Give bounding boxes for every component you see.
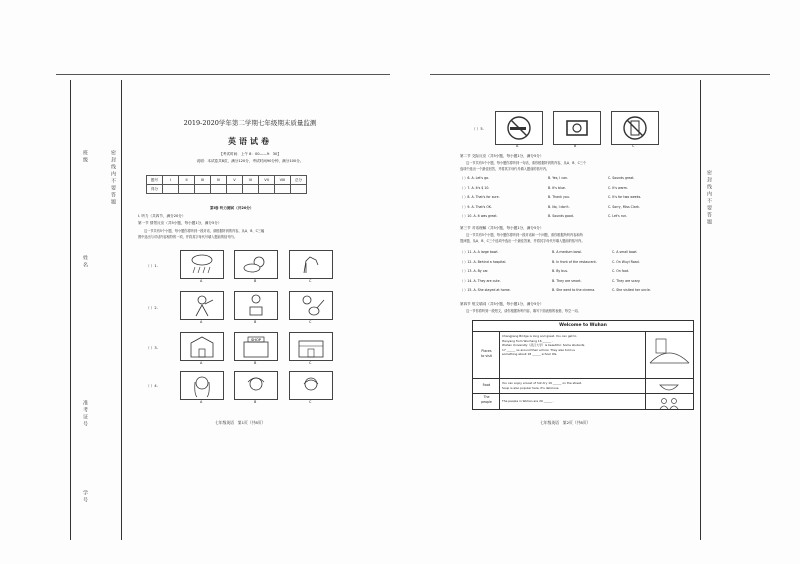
list-item: （ ）6. A. Let's go. B. Yes, I can. C. Sounds great. <box>460 176 635 180</box>
option-label: B <box>254 361 257 365</box>
shop-sign-text: SHOP <box>251 338 261 342</box>
score-header-cell: 总分 <box>291 176 307 185</box>
sub3-list <box>460 250 700 298</box>
sign-no-smoking <box>495 111 543 145</box>
table-col-divider <box>499 331 500 409</box>
places-text <box>502 334 584 357</box>
score-table <box>146 175 307 194</box>
guitar-icon <box>290 292 332 319</box>
bridge-icon <box>648 333 691 376</box>
question-4-label: （ ）4. <box>146 384 158 388</box>
wuhan-table <box>472 320 694 410</box>
sub4-heading: 第四节 短文填词（共5小题，每小题1分，满分5分） <box>460 302 544 306</box>
score-header-cell: VI <box>243 176 259 185</box>
score-header-cell: III <box>195 176 211 185</box>
margin-label-class: 班级 <box>82 150 88 164</box>
table-line: The people in Wuhan are 20 ______ . <box>502 399 555 403</box>
girl-curly-hair-icon <box>235 372 277 399</box>
option-label: B <box>574 144 577 148</box>
sub3-desc: 这一节共有5个小题，每小题你将听到一段对话和一个问题，请你根据所听内容和所 <box>466 233 583 237</box>
girl-long-hair-icon <box>181 372 223 399</box>
sub1-heading: 第一节 情景反应（共5小题，每小题1分，满分5分） <box>138 221 222 225</box>
list-item: （ ）13. A. By car. B. By bus. C. On foot. <box>460 269 630 273</box>
score-cell <box>259 185 275 194</box>
part-title: 第Ⅰ卷 听力测试（共20分） <box>210 206 254 210</box>
binding-line <box>70 80 71 540</box>
table-line: You can enjoy a bowl of hot dry 19 ______ on the street. <box>502 381 582 385</box>
score-header-cell: II <box>179 176 195 185</box>
top-fold-line <box>430 74 770 75</box>
food-text <box>502 381 582 390</box>
score-header-cell: VIII <box>275 176 291 185</box>
rain-cloud-icon <box>181 251 223 278</box>
score-table-header <box>147 176 307 185</box>
list-item: （ ）7. A. It's $ 10. B. It's blue. C. It's warm. <box>460 185 628 190</box>
question-5-label: （ ）5. <box>472 127 484 131</box>
school-building-icon <box>181 333 223 360</box>
score-header-cell: V <box>227 176 243 185</box>
score-cell <box>275 185 291 194</box>
question-1-label: （ ）1. <box>146 264 158 268</box>
right-page <box>400 0 800 564</box>
score-table-row <box>147 185 307 194</box>
score-cell <box>243 185 259 194</box>
picture-girl-c <box>289 371 333 400</box>
people-illustration <box>648 395 691 408</box>
score-cell <box>211 185 227 194</box>
margin-label-name: 姓名 <box>82 255 88 269</box>
option-label: A <box>200 400 203 404</box>
table-line: 17 ______ us around their school. They also told us <box>502 347 575 352</box>
bowl-icon <box>648 381 691 394</box>
section1-heading: Ⅰ. 听力（共四节，满分20分） <box>138 214 186 218</box>
option-label: C <box>632 144 635 148</box>
sub2-heading: 第二节 交际反应（共5小题，每小题1分，满分5分） <box>460 154 544 158</box>
seal-line <box>700 80 701 540</box>
girl-short-hair-icon <box>290 372 332 399</box>
margin-label-id: 准考证号 <box>82 400 88 428</box>
shop-building-icon <box>235 333 277 360</box>
question-2-label: （ ）2. <box>146 306 158 310</box>
score-cell <box>195 185 211 194</box>
option-label: A <box>516 144 519 148</box>
score-header-cell: I <box>163 176 179 185</box>
score-row-label: 得分 <box>147 185 163 194</box>
exam-title: 2019-2020学年第二学期七年级期末质量监测 <box>183 119 317 127</box>
sign-no-photos <box>553 111 601 145</box>
seal-warning: 密封线内不要答题 <box>706 170 712 226</box>
list-item: （ ）15. A. She stayed at home. B. She went to the cinema. C. She visited her uncle. <box>460 288 651 292</box>
sub1-desc: 这一节共有5个小题，每小题你将听到一段对话，请根据听到的内容，从A、B、C三幅 <box>144 229 265 233</box>
table-line: Hanyang from Wuchang 16 ______ . <box>502 338 553 343</box>
score-cell <box>179 185 195 194</box>
list-item: （ ）10. A. It was great. B. Sounds good. C. Let's run. <box>460 214 628 218</box>
option-label: A <box>200 320 203 324</box>
exam-time: 【考试时间：上午 8：00——9：30】 <box>219 152 281 156</box>
bridge-illustration <box>648 333 691 376</box>
sub2-desc: 这一节共有5个小题，每小题你将听到一句话，请你根据听到的内容，从A、B、C三个 <box>466 161 587 165</box>
subject-title: 英语试卷 <box>228 136 272 146</box>
picture-shop <box>234 332 278 361</box>
wuhan-table-title: Welcome to Wuhan <box>559 323 607 328</box>
table-line: something about 18 ______ school life. <box>502 352 558 357</box>
margin-label-number: 学号 <box>82 490 88 504</box>
option-label: A <box>200 279 203 283</box>
no-phone-icon <box>612 112 658 144</box>
table-line: Soup is also popular here. It's delicious. <box>502 385 560 390</box>
sun-cloud-icon <box>235 251 277 278</box>
option-label: B <box>254 400 257 404</box>
option-label: C <box>309 320 312 324</box>
picture-sun-cloud <box>234 250 278 279</box>
no-camera-icon <box>554 112 600 144</box>
people-text <box>502 399 554 404</box>
picture-girl-b <box>234 371 278 400</box>
people-icon <box>648 397 691 410</box>
exam-instructions: 说明：本试卷共8页，满分120分，考试时间90分钟，满分100分。 <box>196 159 304 163</box>
sign-no-phones <box>611 111 659 145</box>
sub4-desc: 这一节你将听到一段短文，请你根据所听内容，填写下面表格的表格，每空一词。 <box>466 309 581 313</box>
no-smoking-icon <box>496 112 542 144</box>
noodle-illustration <box>648 379 691 392</box>
score-header-cell: VII <box>259 176 275 185</box>
boy-drum-icon <box>235 292 277 319</box>
page-footer: 七年级英语 第2页（共8页） <box>540 420 591 425</box>
sub2-list <box>460 176 700 224</box>
score-cell <box>227 185 243 194</box>
sub2-desc: 选项中选出一个最佳回答，并将其字母代号填入题前的括号内。 <box>460 167 550 171</box>
question-3-label: （ ）3. <box>146 346 158 350</box>
table-col-divider <box>645 331 646 409</box>
option-label: B <box>254 279 257 283</box>
option-label: C <box>309 361 312 365</box>
table-line: Wuhan University（武汉大学）is beautiful. Some students <box>502 343 585 348</box>
sub3-heading: 第三节 对话理解（共5小题，每小题1分，满分5分） <box>460 226 544 230</box>
option-label: C <box>309 279 312 283</box>
picture-violin-girl <box>180 291 224 320</box>
store-building-icon <box>290 333 332 360</box>
score-cell <box>291 185 307 194</box>
top-fold-line <box>56 74 390 75</box>
seal-line <box>121 80 122 540</box>
picture-girl-a <box>180 371 224 400</box>
option-label: B <box>254 320 257 324</box>
picture-drum-boy <box>234 291 278 320</box>
score-header-cell: 题号 <box>147 176 163 185</box>
sub1-desc: 图中选出与对话内容相符的一项，并将其字母代号填入题前的括号内。 <box>138 235 237 239</box>
list-item: （ ）11. A. A large bowl. B. A medium bowl. C. A small bowl. <box>460 250 638 254</box>
score-cell <box>163 185 179 194</box>
option-label: A <box>200 361 203 365</box>
option-label: C <box>309 400 312 404</box>
picture-wind <box>289 250 333 279</box>
table-line: Changjiang Bridge is long and great. You can get to <box>502 334 577 338</box>
picture-building-c <box>289 332 333 361</box>
row-label-people: The people <box>481 395 492 404</box>
list-item: （ ）9. A. That's OK. B. No, I don't. C. Sorry, Miss Clark. <box>460 204 640 209</box>
list-item: （ ）12. A. Behind a hospital. B. In front of the restaurant. C. On Wuyi Road. <box>460 259 640 264</box>
wind-tree-icon <box>290 251 332 278</box>
seal-warning: 密封线内不要答题 <box>110 150 116 206</box>
sub3-desc: 提问题，从A、B、C三个选项中选出一个最佳答案，并将其字母代号填入题前的括号内。 <box>460 239 585 243</box>
picture-building-a <box>180 332 224 361</box>
picture-guitar <box>289 291 333 320</box>
picture-rain <box>180 250 224 279</box>
row-label-food: Food <box>482 383 491 387</box>
score-header-cell: IV <box>211 176 227 185</box>
list-item: （ ）8. A. That's for sure. B. Thank you. C. It's for two weeks. <box>460 195 642 199</box>
page-footer: 七年级英语 第1页（共8页） <box>215 420 266 425</box>
table-divider <box>473 331 693 332</box>
girl-violin-icon <box>181 292 223 319</box>
list-item: （ ）14. A. They are cute. B. They are smart. C. They are scary. <box>460 278 641 283</box>
row-label-places: Places to visit <box>481 349 492 358</box>
